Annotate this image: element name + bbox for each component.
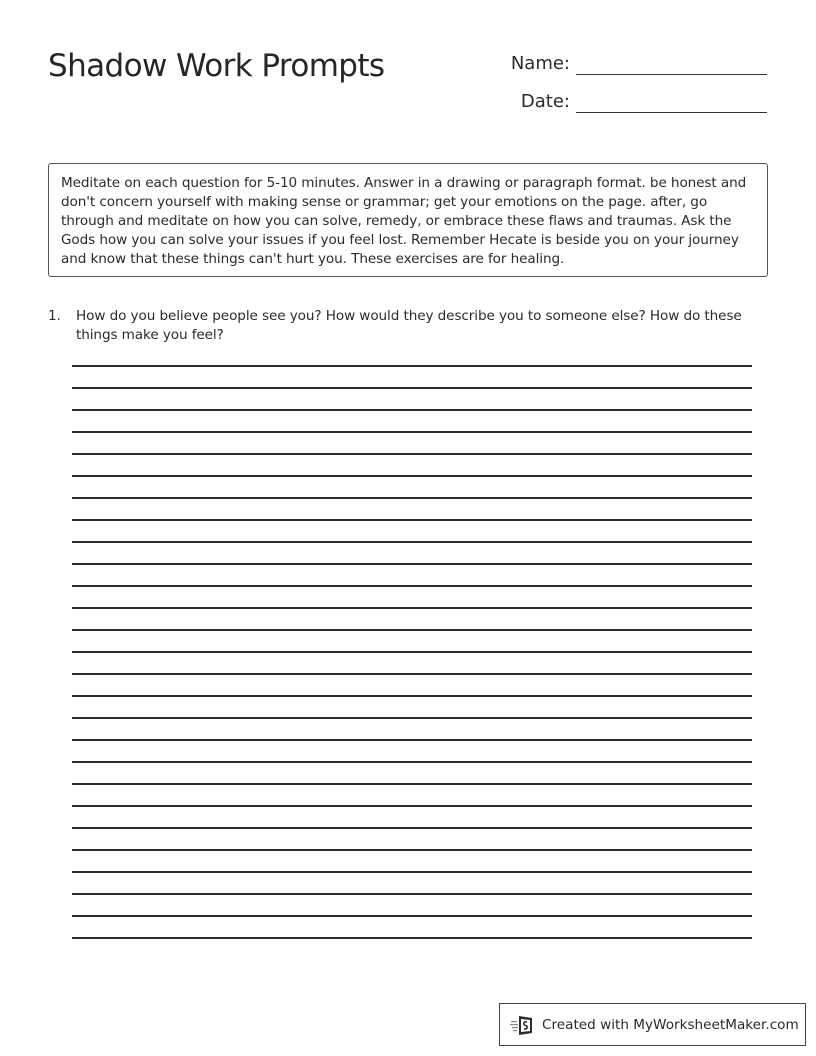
- answer-line[interactable]: [72, 915, 752, 937]
- answer-line[interactable]: [72, 431, 752, 453]
- name-field[interactable]: [576, 74, 767, 75]
- answer-line[interactable]: [72, 387, 752, 409]
- instructions-box: Meditate on each question for 5-10 minutes. Answer in a drawing or paragraph format. be honest and don't concern yourself with making sense or grammar; get your emotions on the page. after, go through and meditate on how you can solve, remedy, or embrace these flaws and traumas. Ask the Gods how you can solve your issues if you feel lost. Remember Hecate is beside you on your journey and know that these things can't hurt you. These exercises are for healing.: [48, 163, 768, 277]
- worksheet-maker-logo-icon: [510, 1014, 536, 1036]
- answer-line[interactable]: [72, 409, 752, 431]
- answer-line[interactable]: [72, 937, 752, 959]
- answer-line[interactable]: [72, 475, 752, 497]
- answer-line[interactable]: [72, 607, 752, 629]
- answer-line[interactable]: [72, 761, 752, 783]
- answer-line[interactable]: [72, 739, 752, 761]
- answer-line[interactable]: [72, 695, 752, 717]
- answer-line[interactable]: [72, 453, 752, 475]
- date-field[interactable]: [576, 112, 767, 113]
- date-label: Date:: [520, 91, 570, 112]
- question-1: [48, 307, 768, 345]
- answer-line[interactable]: [72, 673, 752, 695]
- question-text: How do you believe people see you? How would they describe you to someone else? How do these things make you feel?: [76, 308, 742, 343]
- answer-line[interactable]: [72, 365, 752, 387]
- name-field-row: [500, 53, 767, 75]
- footer-credit: [499, 1003, 806, 1046]
- answer-line[interactable]: [72, 651, 752, 673]
- answer-line[interactable]: [72, 563, 752, 585]
- answer-line[interactable]: [72, 849, 752, 871]
- answer-line[interactable]: [72, 893, 752, 915]
- answer-line[interactable]: [72, 805, 752, 827]
- date-field-row: [500, 91, 767, 113]
- answer-line[interactable]: [72, 497, 752, 519]
- answer-line[interactable]: [72, 541, 752, 563]
- name-label: Name:: [510, 53, 570, 74]
- answer-lines[interactable]: [72, 365, 752, 959]
- answer-line[interactable]: [72, 827, 752, 849]
- answer-line[interactable]: [72, 585, 752, 607]
- answer-line[interactable]: [72, 717, 752, 739]
- answer-line[interactable]: [72, 871, 752, 893]
- question-number: 1.: [48, 308, 61, 324]
- footer-text: Created with MyWorksheetMaker.com: [542, 1016, 799, 1033]
- answer-line[interactable]: [72, 519, 752, 541]
- answer-line[interactable]: [72, 783, 752, 805]
- page-title: Shadow Work Prompts: [48, 48, 385, 84]
- answer-line[interactable]: [72, 629, 752, 651]
